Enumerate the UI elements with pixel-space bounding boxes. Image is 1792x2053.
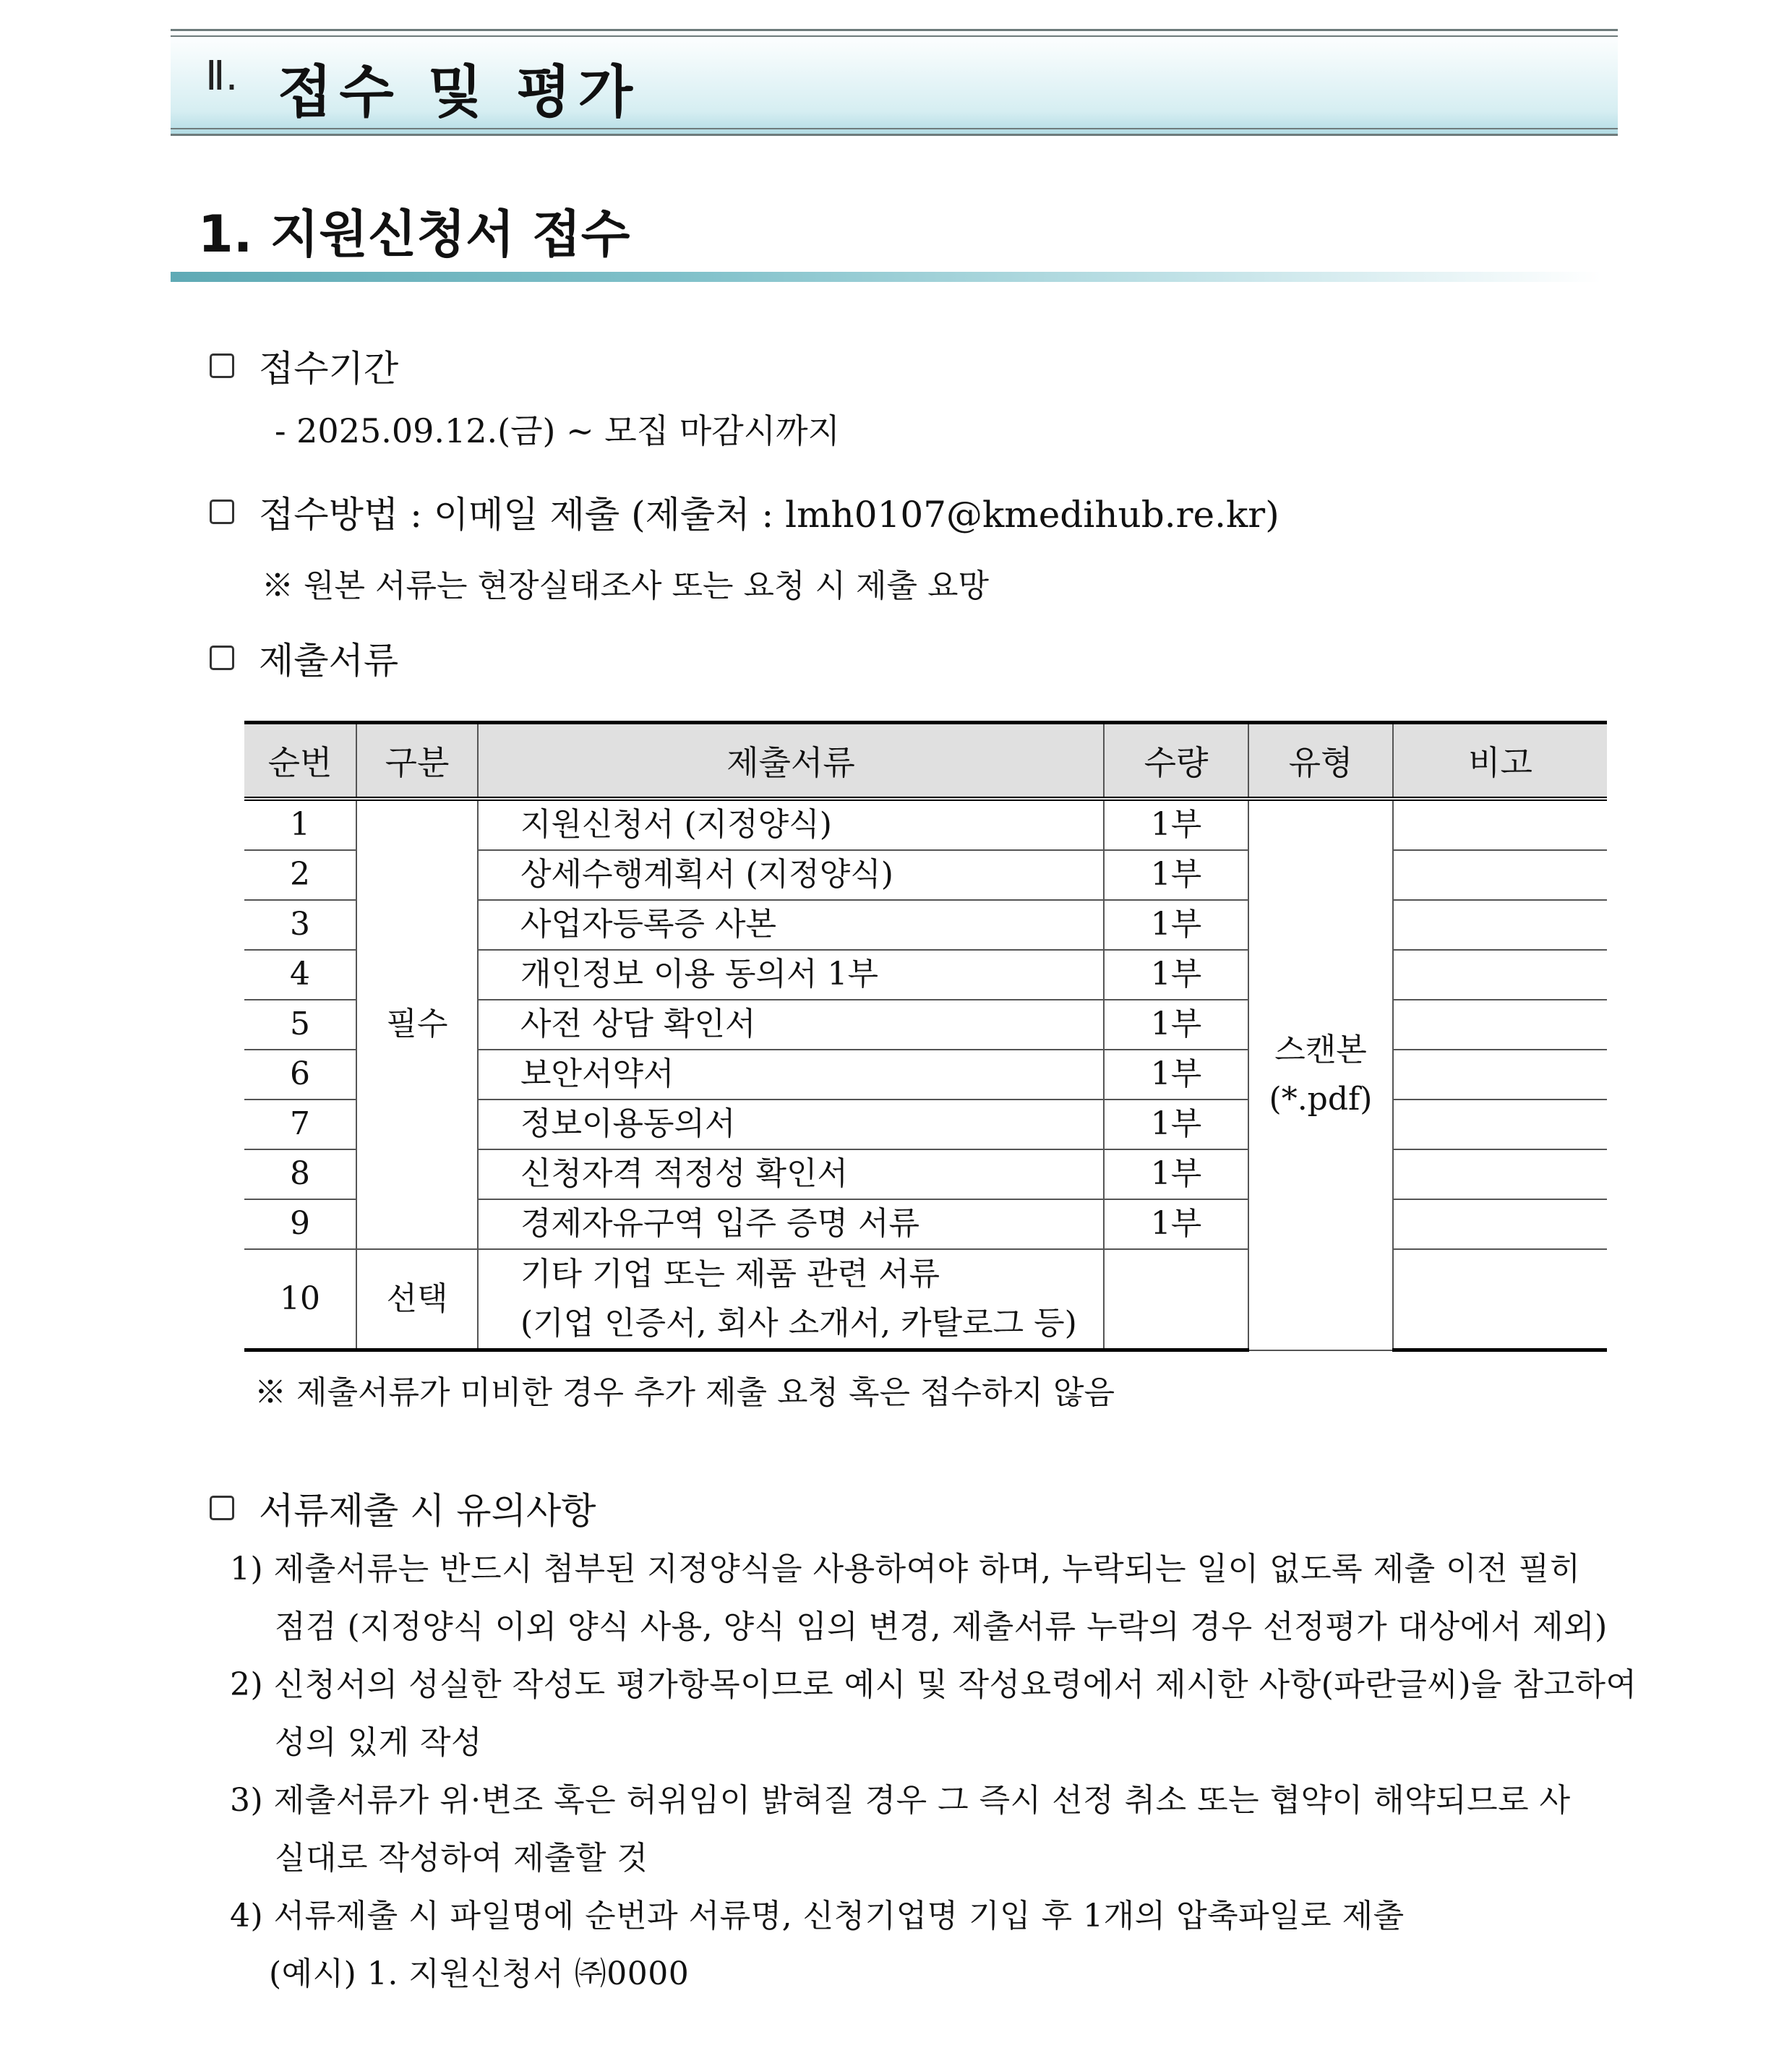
- document-type-line2: (*.pdf): [1269, 1081, 1373, 1118]
- caution-item-4-line1: 4) 서류제출 시 파일명에 순번과 서류명, 신청기업명 기입 후 1개의 압축파일로 제출: [230, 1898, 1405, 1934]
- period-heading-text: 접수기간: [259, 348, 399, 390]
- document-name: 사업자등록증 사본: [478, 900, 1104, 950]
- caution-item-1-line2: 점검 (지정양식 이외 양식 사용, 양식 임의 변경, 제출서류 누락의 경우 선정평가 대상에서 제외): [275, 1608, 1608, 1645]
- remarks-cell: [1393, 1249, 1607, 1350]
- document-type: [1248, 799, 1393, 1350]
- row-number: 1: [244, 799, 356, 850]
- row-number: 4: [244, 950, 356, 1000]
- column-header: 수량: [1104, 723, 1248, 800]
- remarks-cell: [1393, 1100, 1607, 1149]
- caution-item-1-line1: 1) 제출서류는 반드시 첨부된 지정양식을 사용하여야 하며, 누락되는 일이 없도록 제출 이전 필히: [230, 1551, 1581, 1587]
- document-type-line1: 스캔본: [1274, 1032, 1367, 1069]
- document-name: 보안서약서: [478, 1050, 1104, 1100]
- document-name: [478, 1249, 1104, 1350]
- document-name: 정보이용동의서: [478, 1100, 1104, 1149]
- column-header: 제출서류: [478, 723, 1104, 800]
- document-name-line2: (기업 인증서, 회사 소개서, 카탈로그 등): [520, 1305, 1077, 1342]
- document-quantity: 1부: [1104, 799, 1248, 850]
- remarks-cell: [1393, 1199, 1607, 1249]
- documents-heading-text: 제출서류: [259, 640, 399, 682]
- document-quantity: 1부: [1104, 1199, 1248, 1249]
- period-detail: - 2025.09.12.(금) ~ 모집 마감시까지: [275, 411, 840, 450]
- caution-item-2-line1: 2) 신청서의 성실한 작성도 평가항목이므로 예시 및 작성요령에서 제시한 사항(파란글씨)을 참고하여: [230, 1666, 1637, 1703]
- document-quantity: [1104, 1249, 1248, 1350]
- row-number: 9: [244, 1199, 356, 1249]
- remarks-cell: [1393, 1149, 1607, 1199]
- document-quantity: 1부: [1104, 1100, 1248, 1149]
- documents-footnote: ※ 제출서류가 미비한 경우 추가 제출 요청 혹은 접수하지 않음: [254, 1374, 1115, 1411]
- caution-item-3-line1: 3) 제출서류가 위·변조 혹은 허위임이 밝혀질 경우 그 즉시 선정 취소 또는 협약이 해약되므로 사: [230, 1782, 1571, 1819]
- remarks-cell: [1393, 950, 1607, 1000]
- document-quantity: 1부: [1104, 1050, 1248, 1100]
- row-number: 3: [244, 900, 356, 950]
- document-name: 사전 상담 확인서: [478, 1000, 1104, 1050]
- method-heading: [210, 486, 1279, 538]
- remarks-cell: [1393, 850, 1607, 900]
- document-quantity: 1부: [1104, 850, 1248, 900]
- document-name: 경제자유구역 입주 증명 서류: [478, 1199, 1104, 1249]
- remarks-cell: [1393, 1050, 1607, 1100]
- row-number: 2: [244, 850, 356, 900]
- checkbox-icon: [210, 1496, 234, 1520]
- document-name-line1: 기타 기업 또는 제품 관련 서류: [520, 1256, 940, 1293]
- chapter-number: Ⅱ.: [205, 53, 239, 100]
- remarks-cell: [1393, 1000, 1607, 1050]
- column-header: 순번: [244, 723, 356, 800]
- document-quantity: 1부: [1104, 1000, 1248, 1050]
- checkbox-icon: [210, 500, 234, 524]
- row-number: 10: [244, 1249, 356, 1350]
- chapter-header-band: [171, 29, 1618, 136]
- section-underline: [171, 272, 1602, 282]
- documents-heading: [210, 632, 398, 684]
- document-quantity: 1부: [1104, 950, 1248, 1000]
- table-header-row: [244, 723, 1607, 800]
- caution-item-4-example: (예시) 1. 지원신청서 ㈜0000: [269, 1955, 690, 1992]
- remarks-cell: [1393, 900, 1607, 950]
- caution-item-2-line2: 성의 있게 작성: [275, 1724, 482, 1761]
- cautions-heading: [210, 1482, 596, 1534]
- row-number: 7: [244, 1100, 356, 1149]
- remarks-cell: [1393, 799, 1607, 850]
- row-number: 6: [244, 1050, 356, 1100]
- checkbox-icon: [210, 353, 234, 378]
- cautions-heading-text: 서류제출 시 유의사항: [259, 1490, 596, 1532]
- row-number: 5: [244, 1000, 356, 1050]
- method-heading-text: 접수방법 : 이메일 제출 (제출처 : lmh0107@kmedihub.re.kr): [259, 494, 1279, 536]
- category-required: 필수: [356, 799, 478, 1249]
- method-note: ※ 원본 서류는 현장실태조사 또는 요청 시 제출 요망: [262, 567, 989, 604]
- section-title: 1. 지원신청서 접수: [198, 205, 630, 264]
- table-row: [244, 1249, 1607, 1350]
- column-header: 비고: [1393, 723, 1607, 800]
- document-name: 신청자격 적정성 확인서: [478, 1149, 1104, 1199]
- document-quantity: 1부: [1104, 1149, 1248, 1199]
- category-optional: 선택: [356, 1249, 478, 1350]
- document-name: 개인정보 이용 동의서 1부: [478, 950, 1104, 1000]
- chapter-title: 접수 및 평가: [278, 60, 640, 125]
- row-number: 8: [244, 1149, 356, 1199]
- table-row: [244, 799, 1607, 850]
- document-quantity: 1부: [1104, 900, 1248, 950]
- checkbox-icon: [210, 646, 234, 670]
- documents-table: [244, 721, 1607, 1352]
- column-header: 구분: [356, 723, 478, 800]
- caution-item-3-line2: 실대로 작성하여 제출할 것: [275, 1840, 648, 1877]
- period-heading: [210, 340, 398, 392]
- column-header: 유형: [1248, 723, 1393, 800]
- document-name: 상세수행계획서 (지정양식): [478, 850, 1104, 900]
- document-name: 지원신청서 (지정양식): [478, 799, 1104, 850]
